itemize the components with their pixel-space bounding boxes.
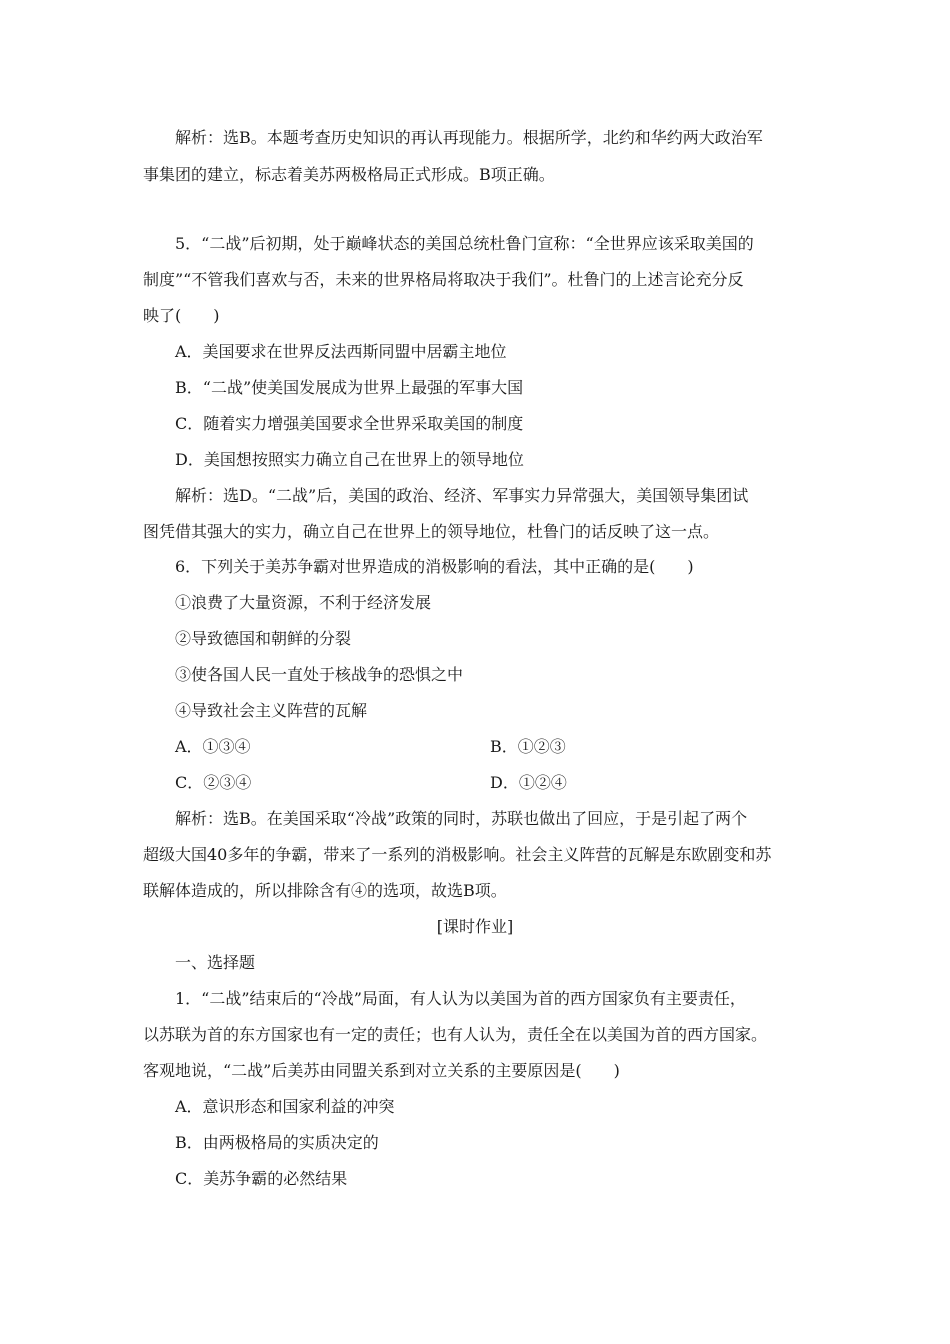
q6-item-1: ①浪费了大量资源，不利于经济发展: [175, 593, 432, 612]
q5-option-c: C．随着实力增强美国要求全世界采取美国的制度: [175, 414, 524, 433]
q5-stem-line-2: 制度”“不管我们喜欢与否，未来的世界格局将取决于我们”。杜鲁门的上述言论充分反: [143, 270, 744, 289]
q6-item-2: ②导致德国和朝鲜的分裂: [175, 629, 352, 648]
q5-option-d: D．美国想按照实力确立自己在世界上的领导地位: [175, 450, 524, 469]
hq1-stem-line-2: 以苏联为首的东方国家也有一定的责任；也有人认为，责任全在以美国为首的西方国家。: [143, 1025, 768, 1044]
hq1-option-b: B．由两极格局的实质决定的: [175, 1133, 379, 1152]
q4-analysis-line-2: 事集团的建立，标志着美苏两极格局正式形成。B项正确。: [143, 165, 555, 184]
q5-analysis-line-1: 解析：选D。“二战”后，美国的政治、经济、军事实力异常强大，美国领导集团试: [175, 486, 749, 505]
q5-option-a: A．美国要求在世界反法西斯同盟中居霸主地位: [175, 342, 507, 361]
q6-analysis-line-1: 解析：选B。在美国采取“冷战”政策的同时，苏联也做出了回应，于是引起了两个: [175, 809, 748, 828]
q6-analysis-line-2: 超级大国40多年的争霸，带来了一系列的消极影响。社会主义阵营的瓦解是东欧剧变和苏: [143, 845, 772, 864]
q5-stem-line-1: 5．“二战”后初期，处于巅峰状态的美国总统杜鲁门宣称：“全世界应该采取美国的: [175, 234, 754, 253]
q6-item-3: ③使各国人民一直处于核战争的恐惧之中: [175, 665, 464, 684]
hq1-stem-line-3: 客观地说，“二战”后美苏由同盟关系到对立关系的主要原因是( ): [143, 1061, 620, 1080]
q6-option-a: A．①③④: [175, 737, 251, 756]
q6-stem: 6．下列关于美苏争霸对世界造成的消极影响的看法，其中正确的是( ): [175, 557, 694, 576]
hq1-stem-line-1: 1．“二战”结束后的“冷战”局面，有人认为以美国为首的西方国家负有主要责任，: [175, 989, 746, 1008]
hq1-option-c: C．美苏争霸的必然结果: [175, 1169, 348, 1188]
q6-option-d: D．①②④: [490, 773, 567, 792]
q5-stem-line-3: 映了( ): [143, 306, 220, 325]
q6-item-4: ④导致社会主义阵营的瓦解: [175, 701, 368, 720]
q6-option-b: B．①②③: [490, 737, 566, 756]
hq1-option-a: A．意识形态和国家利益的冲突: [175, 1097, 395, 1116]
q5-analysis-line-2: 图凭借其强大的实力，确立自己在世界上的领导地位，杜鲁门的话反映了这一点。: [143, 522, 720, 541]
homework-section-heading: [课时作业]: [436, 917, 514, 936]
q6-analysis-line-3: 联解体造成的，所以排除含有④的选项，故选B项。: [143, 881, 507, 900]
q6-option-c: C．②③④: [175, 773, 252, 792]
q4-analysis-line-1: 解析：选B。本题考查历史知识的再认再现能力。根据所学，北约和华约两大政治军: [175, 128, 763, 147]
section-title-multiple-choice: 一、选择题: [175, 953, 256, 972]
q5-option-b: B．“二战”使美国发展成为世界上最强的军事大国: [175, 378, 524, 397]
